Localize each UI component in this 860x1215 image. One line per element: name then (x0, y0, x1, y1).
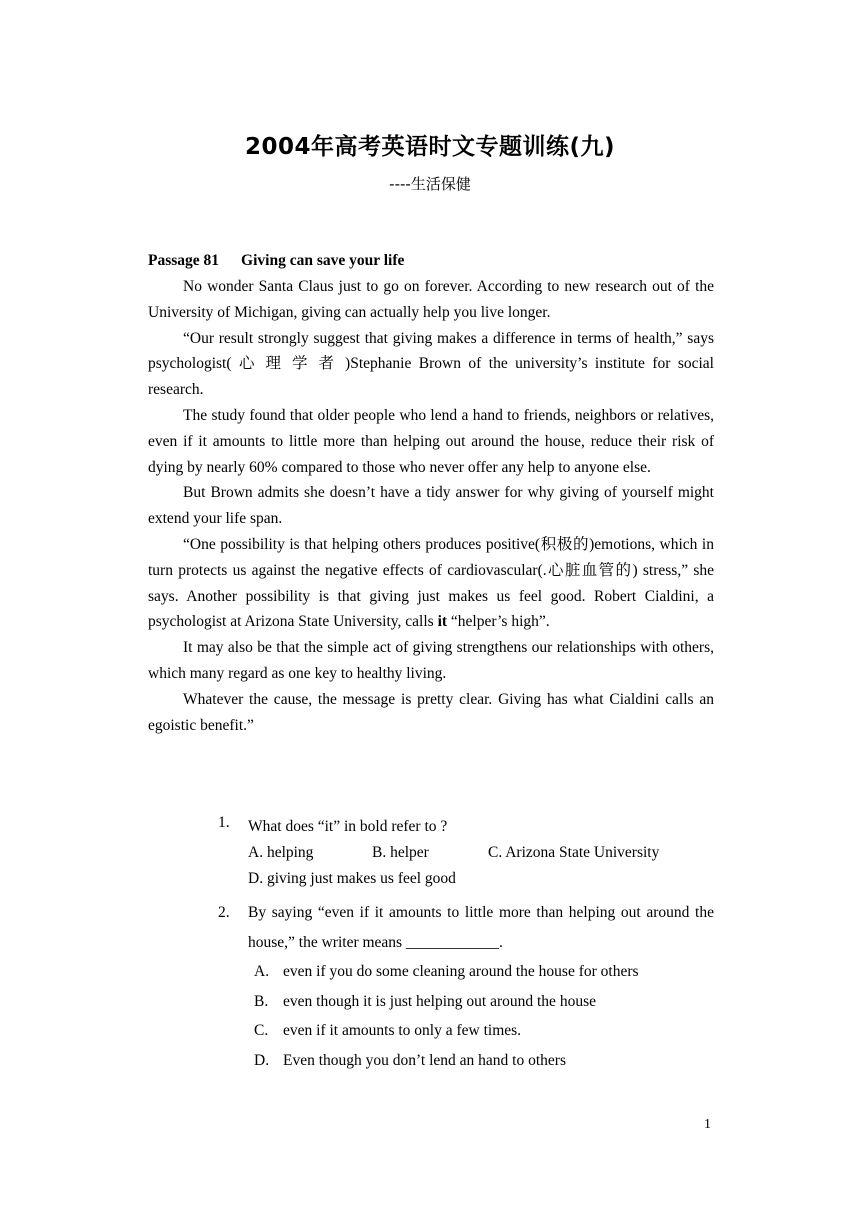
question-2 (218, 898, 714, 1075)
passage-title: Giving can save your life (241, 252, 405, 269)
question-2-option-c (218, 1016, 714, 1046)
paragraph-5-text: “One possibility is that helping others produces positive(积极的)emotions, which in turn protects us against the negative effects of cardiovascular(.心脏血管的) stress,” she says. Another possibility is that giving just makes us feel good. Robert Cialdini, a psychologist at Arizona State University, calls (148, 535, 714, 631)
paragraph-5 (148, 532, 714, 635)
question-1-option-b: B. helper (372, 844, 429, 861)
option-text: even if it amounts to only a few times. (283, 1022, 522, 1039)
paragraph-1: No wonder Santa Claus just to go on forever. According to new research out of the University of Michigan, giving can actually help you live longer. (148, 278, 714, 321)
question-1-option-c: C. Arizona State University (488, 844, 660, 861)
option-letter: C. (254, 1022, 269, 1039)
paragraph-2: “Our result strongly suggest that giving makes a difference in terms of health,” says psychologist( 心 理 学 者 )Stephanie Brown of the university’s institute for social research. (148, 329, 714, 399)
question-2-option-d (218, 1046, 714, 1076)
page-title: 2004年高考英语时文专题训练(九) (244, 134, 616, 160)
option-letter: A. (254, 963, 270, 980)
paragraph-6: It may also be that the simple act of giving strengthens our relationships with others, which many regard as one key to healthy living. (148, 639, 714, 682)
option-text: Even though you don’t lend an hand to others (283, 1051, 566, 1069)
paragraph-7: Whatever the cause, the message is pretty clear. Giving has what Cialdini calls an egoistic benefit.” (148, 690, 714, 734)
question-2-option-a (218, 957, 714, 987)
passage-heading (148, 252, 404, 270)
question-1-options (248, 840, 714, 866)
passage-body (148, 274, 714, 738)
paragraph-4: But Brown admits she doesn’t have a tidy answer for why giving of yourself might extend your life span. (148, 484, 714, 528)
question-2-stem: By saying “even if it amounts to little more than helping out around the house,” the writer means ____________. (248, 904, 714, 951)
passage-label: Passage 81 (148, 252, 220, 269)
option-text: even if you do some cleaning around the house for others (283, 963, 639, 980)
question-1-stem: What does “it” in bold refer to ? (248, 818, 448, 835)
bold-it-word: it (437, 613, 448, 631)
question-2-option-b (218, 987, 714, 1017)
question-1-number: 1. (218, 814, 230, 831)
question-1 (218, 814, 714, 892)
question-2-number: 2. (218, 904, 230, 921)
page-number: 1 (704, 1117, 711, 1132)
questions-section (218, 814, 714, 1075)
question-2-options (248, 957, 714, 1075)
option-letter: D. (254, 1051, 270, 1069)
question-1-option-d: D. giving just makes us feel good (248, 870, 456, 887)
paragraph-5-tail: “helper’s high”. (447, 613, 550, 631)
question-1-option-a: A. helping (248, 844, 314, 861)
option-letter: B. (254, 992, 269, 1010)
page-subtitle: ----生活保健 (389, 175, 471, 193)
paragraph-3: The study found that older people who lend a hand to friends, neighbors or relatives, even if it amounts to little more than helping out around the house, reduce their risk of dying by nearly 60% compared to those who never offer any help to anyone else. (148, 406, 714, 476)
option-text: even though it is just helping out around the house (283, 992, 596, 1010)
